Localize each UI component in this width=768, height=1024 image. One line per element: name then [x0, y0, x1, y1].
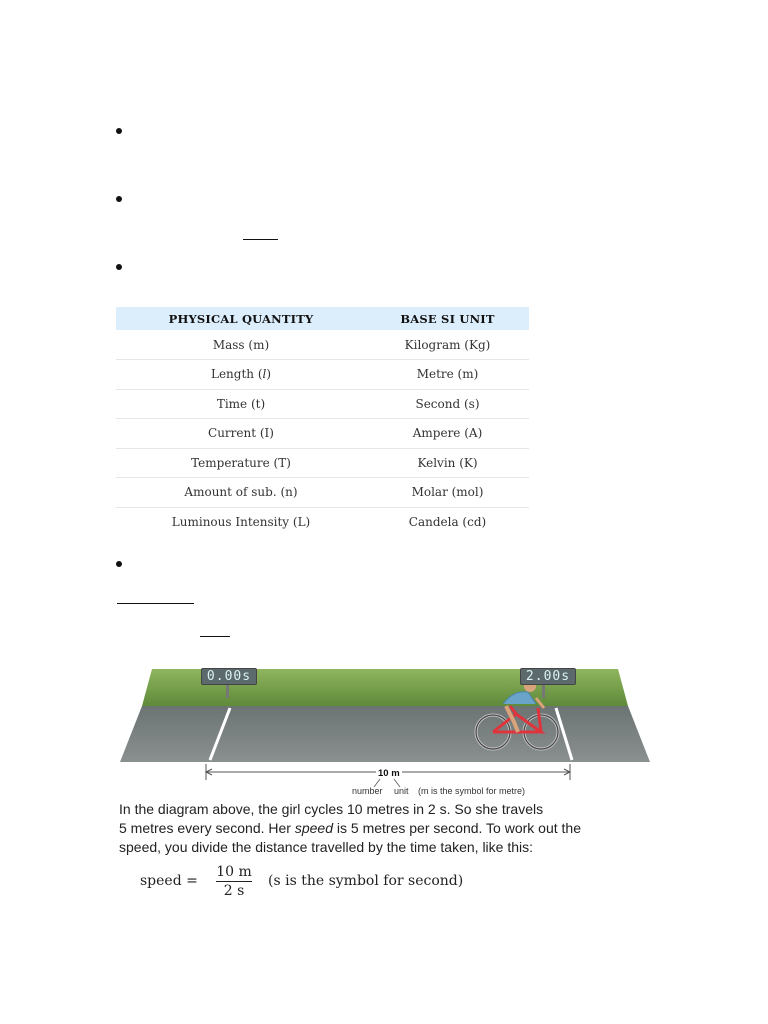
unit-cell: Kilogram (Kg)	[366, 330, 529, 360]
unit-cell: Kelvin (K)	[366, 448, 529, 478]
quantity-cell: Mass (m)	[116, 330, 366, 360]
caption-unit: unit	[394, 786, 409, 796]
formula-label: speed =	[140, 873, 198, 889]
table-row	[116, 507, 529, 537]
caption-number: number	[352, 786, 383, 796]
bullet-1	[116, 128, 122, 134]
underline-mark-2	[117, 603, 194, 604]
si-units-table	[116, 307, 529, 537]
quantity-cell: Luminous Intensity (L)	[171, 515, 311, 529]
unit-cell: Ampere (A)	[366, 419, 529, 449]
table-row	[116, 478, 529, 508]
unit-cell: Metre (m)	[366, 360, 529, 390]
header-physical-quantity: PHYSICAL QUANTITY	[116, 307, 366, 330]
quantity-cell: Length (l)	[116, 360, 366, 390]
bullet-4	[116, 561, 122, 567]
distance-label: 10 m	[378, 768, 400, 779]
table-row	[116, 360, 529, 390]
table-header-row	[116, 307, 529, 330]
formula-note: (s is the symbol for second)	[268, 873, 464, 889]
header-base-si-unit: BASE SI UNIT	[366, 307, 529, 330]
underline-mark-1	[243, 239, 278, 240]
track-illustration	[118, 664, 652, 804]
bullet-3	[116, 264, 122, 270]
quantity-cell: Temperature (T)	[116, 448, 366, 478]
speed-diagram	[118, 664, 652, 904]
paragraph-line-2: 5 metres every second. Her speed is 5 metres per second. To work out the	[119, 820, 581, 836]
quantity-cell: Amount of sub. (n)	[116, 478, 366, 508]
unit-cell: Molar (mol)	[366, 478, 529, 508]
unit-cell: Candela (cd)	[408, 515, 487, 529]
formula-denominator: 2 s	[223, 883, 245, 899]
quantity-cell: Time (t)	[116, 389, 366, 419]
table-row	[116, 448, 529, 478]
unit-cell: Second (s)	[366, 389, 529, 419]
table-row	[116, 330, 529, 360]
quantity-cell: Current (I)	[116, 419, 366, 449]
paragraph-line-3: speed, you divide the distance travelled by the time taken, like this:	[119, 839, 534, 855]
finish-timer: 2.00s	[520, 668, 576, 685]
formula-numerator: 10 m	[216, 864, 252, 880]
table-row	[116, 389, 529, 419]
start-timer: 0.00s	[201, 668, 257, 685]
paragraph-line-1: In the diagram above, the girl cycles 10 metres in 2 s. So she travels	[119, 801, 544, 817]
table-row	[116, 419, 529, 449]
bullet-2	[116, 196, 122, 202]
underline-mark-3	[200, 636, 230, 637]
caption-note: (m is the symbol for metre)	[418, 786, 526, 796]
formula-fraction	[216, 864, 252, 899]
